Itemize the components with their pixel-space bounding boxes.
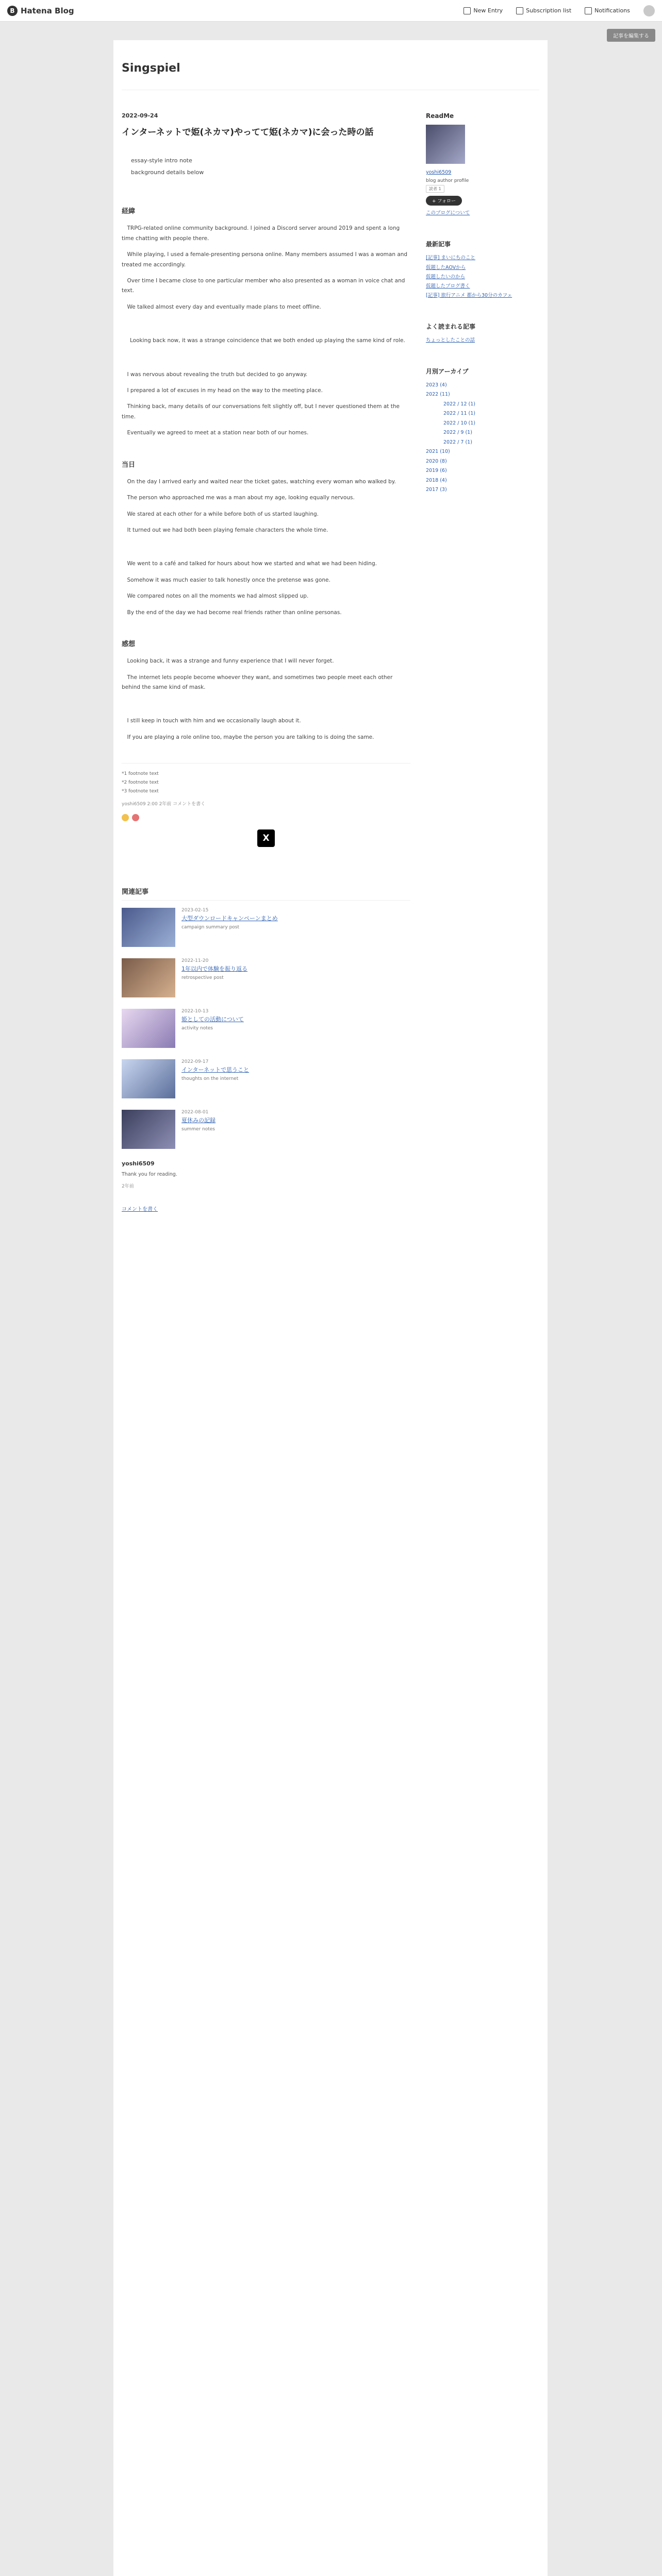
article [122,112,410,1212]
related-thumbnail[interactable] [122,958,175,997]
reader-count: 読者 1 [426,185,444,193]
blog-title[interactable]: Singspiel [122,62,180,75]
paragraph: Eventually we agreed to meet at a station near both of our homes. [127,430,309,436]
related-item[interactable] [122,1059,410,1098]
lead-line: background details below [131,169,204,176]
related-heading: 関連記事 [122,886,410,901]
notifications-label: Notifications [594,7,630,14]
archive-month[interactable]: 2022 / 12 (1) [443,401,475,407]
footnote[interactable]: *2 footnote text [122,780,159,786]
paragraph: We talked almost every day and eventually made plans to meet offline. [127,303,321,310]
paragraph: Looking back, it was a strange and funny experience that I will never forget. [127,658,334,665]
recent-module [426,240,538,300]
edit-article-button[interactable]: 記事を編集する [607,29,655,42]
paragraph: We stared at each other for a while before both of us started laughing. [127,511,319,517]
readme-module [426,112,538,218]
profile-id[interactable]: yoshi6509 [426,170,452,175]
sidebar [426,112,538,517]
profile-link[interactable]: このブログについて [426,210,470,216]
section-keii [122,206,410,438]
archive-year[interactable]: 2022 (11) [426,392,450,398]
paragraph: TRPG-related online community background. I joined a Discord server around 2019 and spent a long time chatting with people there. [122,225,400,242]
user-avatar[interactable] [643,5,655,16]
paragraph: Thinking back, many details of our conversations felt slightly off, but I never questioned them at the time. [122,403,400,420]
comment-author[interactable]: yoshi6509 [122,1160,155,1167]
post-date[interactable]: 2022-09-24 [122,112,158,119]
hatena-logo[interactable] [7,6,74,16]
recent-link[interactable]: 仮題したブログ書く [426,283,470,289]
related-snippet: thoughts on the internet [181,1076,239,1082]
related-date: 2023-02-15 [181,908,209,913]
profile-text: blog author profile [426,178,469,184]
section-heading: 当日 [122,461,136,469]
archive-month[interactable]: 2022 / 10 (1) [443,420,475,426]
section-toujitsu [122,459,410,618]
subscription-label: Subscription list [526,7,572,14]
sidebar-heading: 月別アーカイブ [426,367,469,375]
archive-module [426,367,538,495]
related-thumbnail[interactable] [122,1110,175,1149]
post-title[interactable]: インターネットで姫(ネカマ)やってて姫(ネカマ)に会った時の話 [122,127,374,138]
section-kansou [122,638,410,742]
star-row[interactable] [122,814,410,821]
section-heading: 経緯 [122,208,136,216]
related-item[interactable] [122,1009,410,1048]
archive-year[interactable]: 2018 (4) [426,477,447,483]
post-lead [122,150,410,185]
related-title[interactable]: 1年以内で体験を振り返る [181,965,247,973]
footnotes [122,763,410,796]
paragraph: While playing, I used a female-presenting persona online. Many members assumed I was a woman and treated me accordingly. [122,251,408,268]
comment-date: 2年前 [122,1183,134,1189]
recent-link[interactable]: [記事] 旅行アニメ 都から30分のカフェ [426,292,512,298]
archive-month[interactable]: 2022 / 9 (1) [443,430,472,436]
paragraph: Somehow it was much easier to talk honestly once the pretense was gone. [127,577,330,583]
related-thumbnail[interactable] [122,1009,175,1048]
paragraph: We went to a café and talked for hours about how we started and what we had been hiding. [127,561,377,567]
related-title[interactable]: インターネットで思うこと [181,1066,250,1074]
star-icon[interactable] [132,814,139,821]
related-list [122,908,410,1149]
related-thumbnail[interactable] [122,1059,175,1098]
post-meta[interactable]: yoshi6509 2:00 2年前 コメントを書く [122,802,206,807]
related-item[interactable] [122,958,410,997]
related-snippet: retrospective post [181,975,224,981]
paragraph: I still keep in touch with him and we occasionally laugh about it. [127,718,301,724]
new-entry-label: New Entry [473,7,503,14]
paragraph: If you are playing a role online too, maybe the person you are talking to is doing the same. [127,734,374,740]
section-heading: 感想 [122,640,136,649]
notifications-button[interactable] [585,7,630,14]
star-icon[interactable] [122,814,129,821]
archive-year[interactable]: 2023 (4) [426,382,447,388]
write-comment-link[interactable]: コメントを書く [122,1206,158,1212]
popular-link[interactable]: ちょっとしたことの話 [426,337,475,343]
recent-link[interactable]: [記事] まいにちのこと [426,255,475,261]
sidebar-heading: ReadMe [426,112,454,120]
paragraph: The person who approached me was a man about my age, looking equally nervous. [127,495,355,501]
related-title[interactable]: 大型ダウンロードキャンペーンまとめ [181,915,278,922]
profile-image[interactable] [426,125,465,164]
popular-module [426,322,538,345]
sidebar-heading: 最新記事 [426,241,451,248]
related-date: 2022-09-17 [181,1059,209,1065]
follow-button[interactable]: + フォロー [426,196,462,206]
x-share-icon[interactable]: X [257,829,275,847]
related-snippet: activity notes [181,1026,213,1031]
related-snippet: campaign summary post [181,925,240,930]
quote-block: Looking back now, it was a strange coincidence that we both ended up playing the same kind of role. [130,337,405,344]
related-item[interactable] [122,908,410,947]
related-title[interactable]: 夏休みの記録 [181,1117,216,1124]
new-entry-button[interactable] [464,7,503,14]
related-thumbnail[interactable] [122,908,175,947]
related-title[interactable]: 姫としての活動について [181,1016,244,1023]
global-header [0,0,662,22]
footnote[interactable]: *3 footnote text [122,789,159,794]
archive-year[interactable]: 2021 (10) [426,449,450,455]
related-date: 2022-11-20 [181,958,209,964]
paragraph: By the end of the day we had become real friends rather than online personas. [127,609,342,616]
subscription-button[interactable] [516,7,571,14]
archive-year[interactable]: 2020 (8) [426,458,447,464]
archive-month[interactable]: 2022 / 11 (1) [443,411,475,417]
comment-body: Thank you for reading. [122,1172,177,1178]
paragraph: On the day I arrived early and waited near the ticket gates, watching every woman who walked by. [127,478,396,485]
related-item[interactable] [122,1110,410,1149]
related-date: 2022-08-01 [181,1110,209,1115]
paragraph: We compared notes on all the moments we had almost slipped up. [127,593,309,600]
hatena-brand-text: Hatena Blog [21,6,74,15]
pencil-icon [464,7,471,14]
related-date: 2022-10-13 [181,1009,209,1014]
archive-year[interactable]: 2017 (3) [426,487,447,493]
bell-icon [585,7,592,14]
hatena-logo-icon: B [7,6,18,16]
recent-link[interactable]: 仮題したいのから [426,274,466,280]
archive-month[interactable]: 2022 / 7 (1) [443,439,472,445]
footnote[interactable]: *1 footnote text [122,771,159,777]
lead-line: essay-style intro note [131,157,192,164]
recent-link[interactable]: 仮題したAOVから [426,264,466,270]
blog-container [113,40,548,2576]
paragraph: I prepared a lot of excuses in my head on the way to the meeting place. [127,387,323,394]
sidebar-heading: よく読まれる記事 [426,323,476,330]
comment-box [122,1160,410,1212]
related-snippet: summer notes [181,1127,215,1132]
paragraph: It turned out we had both been playing female characters the whole time. [127,527,328,533]
archive-year[interactable]: 2019 (6) [426,468,447,474]
list-icon [516,7,523,14]
paragraph: I was nervous about revealing the truth but decided to go anyway. [127,371,308,378]
paragraph: The internet lets people become whoever they want, and sometimes two people meet each other behind the same kind of mask. [122,674,393,690]
paragraph: Over time I became close to one particular member who also presented as a woman in voice chat and text. [122,277,405,294]
